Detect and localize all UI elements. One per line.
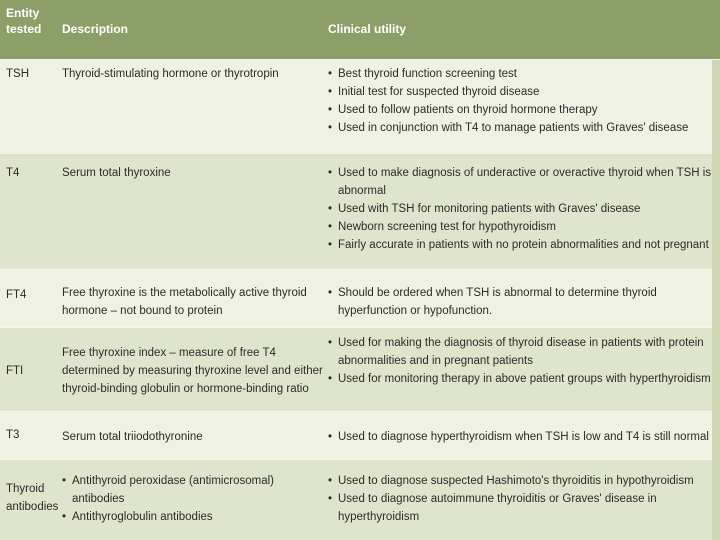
utility-tsh: [328, 65, 716, 137]
table-row: [0, 460, 720, 540]
entity-t3: T3: [6, 429, 20, 441]
list-item: • Antithyroid peroxidase (antimicrosomal) antibodies: [62, 472, 324, 508]
entity-ft4: FT4: [6, 289, 27, 301]
description-thyroid-antibodies: [62, 472, 324, 526]
header-clinical-utility: Clinical utility: [328, 22, 407, 36]
list-item: • Newborn screening test for hypothyroidism: [328, 218, 716, 236]
list-item: • Should be ordered when TSH is abnormal to determine thyroid hyperfunction or hypofunction.: [328, 284, 716, 320]
list-item: • Best thyroid function screening test: [328, 65, 716, 83]
table-row: [0, 60, 720, 154]
entity-tsh: TSH: [6, 68, 29, 80]
table-row: [0, 154, 720, 270]
list-item: • Initial test for suspected thyroid disease: [328, 83, 716, 101]
utility-t4: [328, 164, 716, 254]
entity-t4: T4: [6, 167, 20, 179]
entity-fti: FTI: [6, 365, 24, 377]
utility-ft4: [328, 284, 716, 320]
list-item: • Used for monitoring therapy in above patient groups with hyperthyroidism: [328, 370, 716, 388]
list-item: • Used to follow patients on thyroid hormone therapy: [328, 101, 716, 119]
table-row: [0, 270, 720, 328]
header-entity-tested: Entity tested: [6, 6, 42, 36]
utility-fti: [328, 334, 716, 388]
list-item: • Used to diagnose hyperthyroidism when TSH is low and T4 is still normal: [328, 428, 716, 446]
description-t4: Serum total thyroxine: [62, 167, 171, 179]
list-item: • Used with TSH for monitoring patients with Graves' disease: [328, 200, 716, 218]
list-item: • Used to diagnose autoimmune thyroiditis or Graves' disease in hyperthyroidism: [328, 490, 716, 526]
list-item: • Used to make diagnosis of underactive or overactive thyroid when TSH is abnormal: [328, 164, 716, 200]
list-item: • Used in conjunction with T4 to manage patients with Graves' disease: [328, 119, 716, 137]
list-item: • Fairly accurate in patients with no protein abnormalities and not pregnant: [328, 236, 716, 254]
description-fti: Free thyroxine index – measure of free T4 determined by measuring thyroxine level and either thyroid-binding globulin or hormone-binding ratio: [62, 347, 323, 395]
utility-thyroid-antibodies: [328, 472, 716, 526]
right-edge-strip: [712, 60, 720, 540]
table-header-row: [0, 0, 720, 60]
description-t3: Serum total triiodothyronine: [62, 431, 203, 443]
utility-t3: [328, 428, 716, 446]
table-row: [0, 328, 720, 412]
list-item: • Used to diagnose suspected Hashimoto's thyroiditis in hypothyroidism: [328, 472, 716, 490]
entity-thyroid-antibodies: Thyroid antibodies: [6, 483, 59, 513]
description-tsh: Thyroid-stimulating hormone or thyrotropin: [62, 68, 279, 80]
description-ft4: Free thyroxine is the metabolically active thyroid hormone – not bound to protein: [62, 287, 307, 317]
list-item: • Antithyroglobulin antibodies: [62, 508, 324, 526]
list-item: • Used for making the diagnosis of thyroid disease in patients with protein abnormalities and in pregnant patients: [328, 334, 716, 370]
header-description: Description: [62, 22, 129, 36]
table-row: [0, 412, 720, 460]
